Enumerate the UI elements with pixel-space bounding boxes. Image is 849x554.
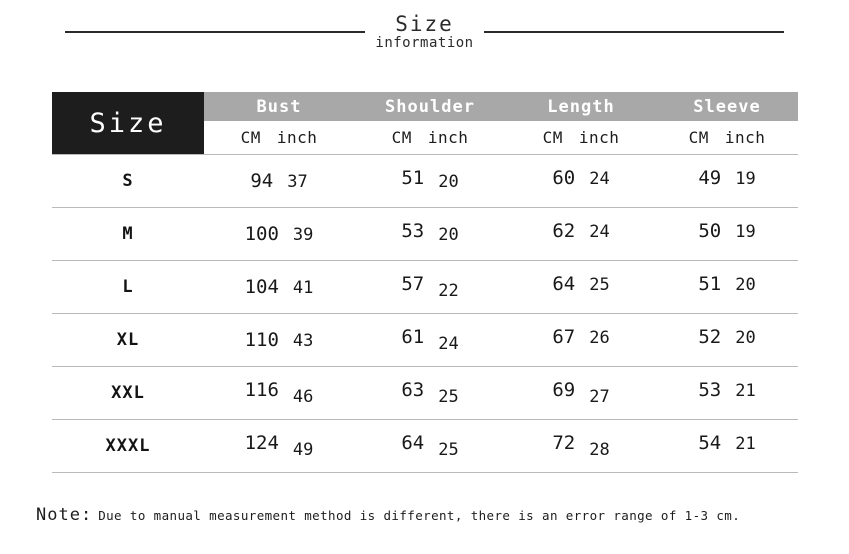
- row-shoulder: [354, 155, 506, 208]
- value-bust-cm: 104: [244, 276, 279, 298]
- row-bust: [204, 208, 354, 261]
- size-table-wrap: [52, 92, 798, 473]
- table-head-group-row: [52, 92, 798, 121]
- value-shoulder-inch: 20: [438, 172, 459, 192]
- row-size-label: M: [52, 208, 204, 261]
- row-bust: [204, 367, 354, 420]
- row-sleeve: [656, 155, 798, 208]
- row-length: [506, 155, 656, 208]
- unit-inch-bust: inch: [276, 128, 318, 147]
- title-row: [0, 14, 849, 50]
- table-row: [52, 314, 798, 367]
- row-size-label: XXL: [52, 367, 204, 420]
- title-rule-left: [65, 31, 365, 33]
- row-sleeve: [656, 208, 798, 261]
- value-sleeve-cm: 50: [698, 220, 722, 242]
- header-units-bust: [204, 121, 354, 155]
- table-row: [52, 155, 798, 208]
- row-size-label: XL: [52, 314, 204, 367]
- unit-cm-shoulder: CM: [391, 128, 412, 147]
- value-sleeve-inch: 21: [735, 434, 756, 454]
- value-bust-cm: 100: [244, 223, 279, 245]
- title-block: [375, 14, 473, 50]
- value-shoulder-cm: 53: [401, 220, 425, 242]
- row-bust: [204, 314, 354, 367]
- value-shoulder-inch: 24: [438, 334, 459, 354]
- value-bust-cm: 110: [244, 329, 279, 351]
- row-sleeve: [656, 314, 798, 367]
- value-sleeve-inch: 19: [735, 169, 756, 189]
- value-length-inch: 28: [589, 440, 610, 460]
- value-sleeve-cm: 53: [698, 379, 722, 401]
- value-shoulder-inch: 22: [438, 281, 459, 301]
- value-sleeve-inch: 20: [735, 328, 756, 348]
- row-shoulder: [354, 420, 506, 473]
- table-row: [52, 208, 798, 261]
- value-bust-inch: 43: [292, 331, 314, 351]
- value-length-inch: 27: [589, 387, 610, 407]
- row-bust: [204, 155, 354, 208]
- row-length: [506, 261, 656, 314]
- value-sleeve-cm: 52: [698, 326, 722, 348]
- value-length-inch: 25: [589, 275, 610, 295]
- row-bust: [204, 420, 354, 473]
- row-shoulder: [354, 261, 506, 314]
- value-length-inch: 26: [589, 328, 610, 348]
- unit-inch-sleeve: inch: [724, 128, 766, 147]
- row-sleeve: [656, 261, 798, 314]
- note-text: Due to manual measurement method is different, there is an error range of 1-3 cm.: [98, 508, 741, 523]
- row-length: [506, 208, 656, 261]
- header-size: Size: [52, 92, 204, 155]
- value-shoulder-inch: 25: [438, 440, 459, 460]
- value-shoulder-cm: 57: [401, 273, 425, 295]
- row-length: [506, 367, 656, 420]
- value-length-cm: 69: [552, 379, 576, 401]
- value-shoulder-inch: 25: [438, 387, 459, 407]
- value-sleeve-inch: 21: [735, 381, 756, 401]
- unit-inch-length: inch: [578, 128, 620, 147]
- value-shoulder-cm: 61: [401, 326, 425, 348]
- row-length: [506, 314, 656, 367]
- value-sleeve-inch: 20: [735, 275, 756, 295]
- unit-inch-shoulder: inch: [427, 128, 469, 147]
- value-shoulder-cm: 51: [401, 167, 425, 189]
- value-bust-inch: 41: [292, 278, 314, 298]
- value-bust-cm: 94: [250, 170, 274, 192]
- value-length-inch: 24: [589, 169, 610, 189]
- value-sleeve-cm: 54: [698, 432, 722, 454]
- table-head: [52, 92, 798, 155]
- value-bust-inch: 46: [292, 387, 314, 407]
- header-units-sleeve: [656, 121, 798, 155]
- value-length-cm: 64: [552, 273, 576, 295]
- unit-cm-length: CM: [542, 128, 563, 147]
- value-bust-inch: 49: [292, 440, 314, 460]
- page-subtitle: information: [375, 35, 474, 51]
- row-shoulder: [354, 208, 506, 261]
- value-bust-inch: 39: [292, 225, 314, 245]
- row-sleeve: [656, 420, 798, 473]
- row-length: [506, 420, 656, 473]
- value-sleeve-cm: 51: [698, 273, 722, 295]
- header-group-length: Length: [506, 92, 656, 121]
- table-row: [52, 261, 798, 314]
- row-size-label: L: [52, 261, 204, 314]
- value-bust-cm: 116: [244, 379, 279, 401]
- row-size-label: S: [52, 155, 204, 208]
- unit-cm-sleeve: CM: [688, 128, 709, 147]
- table-row: [52, 420, 798, 473]
- header-group-shoulder: Shoulder: [354, 92, 506, 121]
- table-row: [52, 367, 798, 420]
- note-label: Note:: [36, 505, 93, 525]
- row-sleeve: [656, 367, 798, 420]
- value-shoulder-inch: 20: [438, 225, 459, 245]
- row-bust: [204, 261, 354, 314]
- value-bust-inch: 37: [287, 172, 308, 192]
- value-length-cm: 72: [552, 432, 576, 454]
- header-group-bust: Bust: [204, 92, 354, 121]
- header-group-sleeve: Sleeve: [656, 92, 798, 121]
- row-shoulder: [354, 367, 506, 420]
- value-shoulder-cm: 64: [401, 432, 425, 454]
- note: [36, 505, 826, 525]
- value-length-inch: 24: [589, 222, 610, 242]
- value-length-cm: 67: [552, 326, 576, 348]
- value-sleeve-cm: 49: [698, 167, 722, 189]
- header-units-shoulder: [354, 121, 506, 155]
- header-units-length: [506, 121, 656, 155]
- unit-cm-bust: CM: [240, 128, 261, 147]
- row-shoulder: [354, 314, 506, 367]
- value-length-cm: 62: [552, 220, 576, 242]
- title-rule-right: [484, 31, 784, 33]
- value-sleeve-inch: 19: [735, 222, 756, 242]
- value-shoulder-cm: 63: [401, 379, 425, 401]
- row-size-label: XXXL: [52, 420, 204, 473]
- value-bust-cm: 124: [244, 432, 279, 454]
- page-title: Size: [395, 12, 454, 36]
- value-length-cm: 60: [552, 167, 576, 189]
- table-body: [52, 155, 798, 473]
- size-table: [52, 92, 798, 473]
